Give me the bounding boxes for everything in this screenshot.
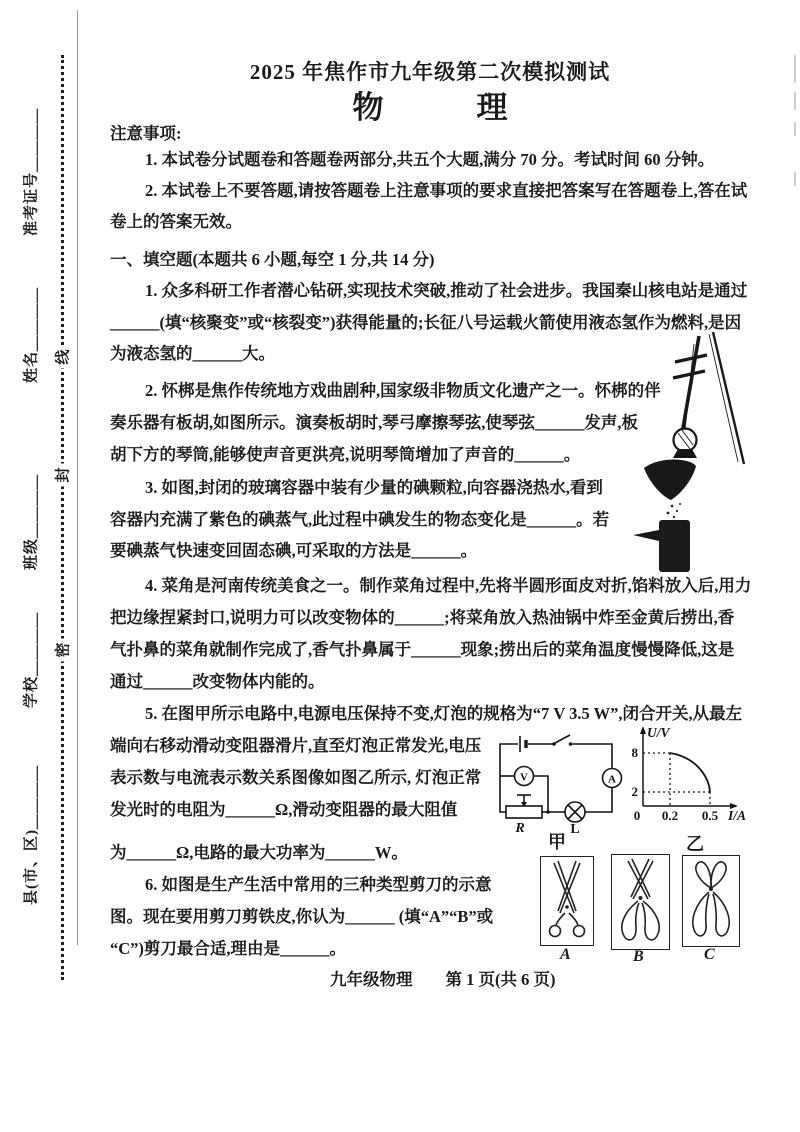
seal-char-xian: 线 [52, 345, 73, 368]
subject-title: 物 理 [352, 90, 508, 125]
field-name [20, 287, 41, 383]
q5-line-5: 为______Ω,电路的最大功率为______W。 [110, 843, 408, 862]
circuit-caption: 甲 [548, 832, 566, 852]
scissors-c-label: C [704, 946, 715, 963]
q5-line-4: 发光时的电阻为______Ω,滑动变阻器的最大阻值 [110, 800, 458, 819]
scissors-b-figure [611, 854, 670, 950]
scissors-c-icon [683, 856, 739, 946]
field-school-label: 学校 [23, 676, 40, 709]
page-footer: 九年级物理 第 1 页(共 6 页) [330, 970, 556, 989]
banhu-icon [646, 330, 766, 470]
field-name-blank: ＿＿＿＿ [23, 286, 40, 351]
scissors-b-label: B [633, 948, 644, 965]
q2-line-3: 胡下方的琴筒,能够使声音更洪亮,说明琴筒增加了声音的______。 [110, 445, 581, 464]
q6-line-3: “C”)剪刀最合适,理由是______。 [110, 939, 347, 958]
ammeter-label: A [608, 773, 616, 786]
q3-line-1: 3. 如图,封闭的玻璃容器中装有少量的碘颗粒,向容器浇热水,看到 [145, 478, 603, 497]
q3-line-3: 要碘蒸气快速变回固态碘,可采取的方法是______。 [110, 541, 478, 560]
scissors-c-figure [682, 855, 740, 947]
scissors-b-icon [612, 855, 669, 949]
field-name-label: 姓名 [23, 351, 40, 384]
scissors-a-label: A [560, 946, 571, 963]
scissors-a-icon [541, 857, 593, 945]
field-exam-number-label: 准考证号 [23, 172, 40, 237]
circuit-diagram-icon [490, 732, 625, 834]
q4-line-2: 把边缘捏紧封口,说明力可以改变物体的______;将菜角放入热油锅中炸至金黄后捞出,香 [110, 608, 735, 627]
q5-line-2: 端向右移动滑动变阻器滑片,直至灯泡正常发光,电压 [110, 736, 482, 755]
q4-line-4: 通过______改变物体内能的。 [110, 672, 325, 691]
notes-line-2: 2. 本试卷上不要答题,请按答题卷上注意事项的要求直接把答案写在答题卷上,答在试 [145, 181, 748, 200]
q1-line-2: ______(填“核聚变”或“核裂变”)获得能量的;长征八号运载火箭使用液态氢作为燃料,是因 [110, 313, 742, 332]
voltmeter-label: V [520, 771, 528, 784]
banhu-figure [646, 330, 766, 470]
q4-line-1: 4. 菜角是河南传统美食之一。制作菜角过程中,先将半圆形面皮对折,馅料放入后,用力 [145, 576, 752, 595]
q2-line-1: 2. 怀梆是焦作传统地方戏曲剧种,国家级非物质文化遗产之一。怀梆的伴 [145, 381, 661, 400]
circuit-figure [490, 732, 625, 834]
graph-xtick-02: 0.2 [661, 808, 679, 823]
q1-line-1: 1. 众多科研工作者潜心钻研,实现技术突破,推动了社会进步。我国秦山核电站是通过 [145, 281, 748, 300]
seal-char-feng: 封 [52, 463, 73, 486]
graph-figure [618, 724, 748, 829]
graph-ytick-2: 2 [631, 784, 638, 799]
notes-line-1: 1. 本试卷分试题卷和答题卷两部分,共五个大题,满分 70 分。考试时间 60 分钟。 [145, 150, 715, 169]
iodine-icon [632, 456, 722, 574]
graph-ytick-8: 8 [631, 745, 638, 760]
q2-line-2: 奏乐器有板胡,如图所示。演奏板胡时,琴弓摩擦琴弦,使琴弦______发声,板 [110, 413, 638, 432]
q6-line-1: 6. 如图是生产生活中常用的三种类型剪刀的示意 [145, 875, 492, 894]
seal-dotted-line [61, 55, 64, 980]
q1-line-3: 为液态氢的______大。 [110, 344, 275, 363]
notes-heading: 注意事项: [110, 124, 182, 143]
scan-artifact [794, 122, 796, 136]
graph-ylabel: U/V [647, 725, 670, 740]
scan-artifact [794, 55, 796, 83]
graph-xtick-05: 0.5 [701, 808, 719, 823]
seal-char-mi: 密 [52, 638, 73, 661]
iodine-figure [632, 456, 722, 574]
exam-title: 2025 年焦作市九年级第二次模拟测试 [249, 60, 611, 84]
field-school [20, 612, 41, 708]
q6-line-2: 图。现在要用剪刀剪铁皮,你认为______ (填“A”“B”或 [110, 907, 494, 926]
field-county-label: 县(市、区) [23, 829, 40, 906]
q5-line-1: 5. 在图甲所示电路中,电源电压保持不变,灯泡的规格为“7 V 3.5 W”,闭合开关,从最左 [145, 704, 743, 723]
section-heading: 一、填空题(本题共 6 小题,每空 1 分,共 14 分) [110, 250, 435, 269]
q3-line-2: 容器内充满了紫色的碘蒸气,此过程中碘发生的物态变化是______。若 [110, 510, 610, 529]
field-exam-number-blank: ＿＿＿＿ [23, 107, 40, 172]
field-class-label: 班级 [23, 538, 40, 571]
field-class-blank: ＿＿＿＿ [23, 473, 40, 538]
graph-caption: 乙 [686, 834, 704, 854]
graph-xtick-0: 0 [633, 808, 641, 823]
field-class [20, 474, 41, 570]
field-exam-number [20, 108, 41, 236]
rheostat-label: R [515, 821, 525, 834]
ui-graph-icon [618, 724, 748, 829]
scissors-a-figure [540, 856, 594, 946]
graph-xlabel: I/A [728, 808, 747, 823]
field-school-blank: ＿＿＿＿ [23, 611, 40, 676]
field-county-blank: ＿＿＿＿ [23, 764, 40, 830]
bulb-label: L [570, 822, 580, 834]
q4-line-3: 气扑鼻的菜角就制作完成了,香气扑鼻属于______现象;捞出后的菜角温度慢慢降低,这是 [110, 640, 735, 659]
notes-line-3: 卷上的答案无效。 [110, 212, 242, 231]
scan-artifact [794, 92, 796, 110]
field-county [20, 765, 41, 905]
fold-line [77, 10, 78, 945]
scan-artifact [794, 172, 796, 186]
q5-line-3: 表示数与电流表示数关系图像如图乙所示, 灯泡正常 [110, 768, 482, 787]
